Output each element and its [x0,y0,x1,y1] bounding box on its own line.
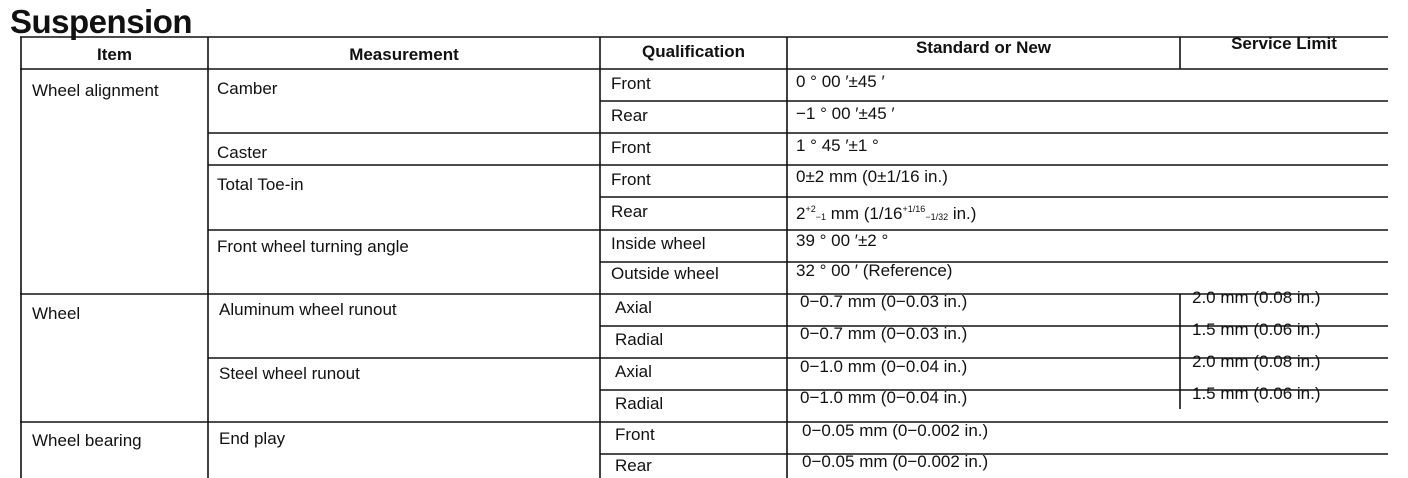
rear-toe-sup2: +1/16 [902,204,926,214]
qualification-cell: Radial [615,330,664,349]
qualification-cell: Front [611,74,651,93]
measurement-camber: Camber [217,79,278,98]
standard-cell: 0−1.0 mm (0−0.04 in.) [800,388,968,407]
header-qualification: Qualification [642,42,745,61]
standard-cell: 0−0.05 mm (0−0.002 in.) [802,421,989,440]
table-grid [20,36,1388,478]
measurement-turning-angle: Front wheel turning angle [217,237,409,256]
rear-toe-sub: −1 [815,212,826,222]
standard-cell: 0−0.05 mm (0−0.002 in.) [802,452,989,471]
qualification-cell: Rear [611,106,648,125]
standard-cell: 0−1.0 mm (0−0.04 in.) [800,357,968,376]
qualification-cell: Inside wheel [611,234,706,253]
rear-toe-mid: mm (1/16 [826,204,903,223]
header-standard: Standard or New [915,38,1052,57]
standard-cell: 0 ° 00 ′±45 ′ [796,72,885,91]
page-title: Suspension [10,3,193,40]
item-wheel-bearing: Wheel bearing [32,431,142,450]
standard-cell: 1 ° 45 ′±1 ° [796,136,879,155]
measurement-alu-runout: Aluminum wheel runout [219,300,397,319]
header-service-limit: Service Limit [1231,34,1337,53]
service-limit-cell: 1.5 mm (0.06 in.) [1192,384,1321,403]
standard-cell: 32 ° 00 ′ (Reference) [796,261,953,280]
measurement-caster: Caster [217,143,268,162]
spec-table [20,36,1388,478]
header-measurement: Measurement [349,45,459,64]
qualification-cell: Outside wheel [611,264,719,283]
qualification-cell: Rear [611,202,648,221]
rear-toe-end: in.) [948,204,977,223]
measurement-end-play: End play [219,429,286,448]
measurement-toe-in: Total Toe-in [217,175,304,194]
standard-cell-rear-toe [796,199,976,227]
standard-cell: 0−0.7 mm (0−0.03 in.) [800,292,968,311]
qualification-cell: Front [611,138,651,157]
standard-cell: 39 ° 00 ′±2 ° [796,231,889,250]
qualification-cell: Axial [615,298,652,317]
qualification-cell: Rear [615,456,652,475]
measurement-steel-runout: Steel wheel runout [219,364,360,383]
rear-toe-sub2: −1/32 [925,212,949,222]
rear-toe-base: 2 [796,204,806,223]
qualification-cell: Front [611,170,651,189]
rear-toe-sup: +2 [805,204,816,214]
standard-cell: −1 ° 00 ′±45 ′ [796,104,895,123]
qualification-cell: Radial [615,394,664,413]
standard-cell: 0±2 mm (0±1/16 in.) [796,167,948,186]
service-limit-cell: 2.0 mm (0.08 in.) [1192,352,1321,371]
qualification-cell: Axial [615,362,652,381]
qualification-cell: Front [615,425,655,444]
service-limit-cell: 1.5 mm (0.06 in.) [1192,320,1321,339]
header-item: Item [97,45,132,64]
item-wheel: Wheel [32,304,81,323]
standard-cell: 0−0.7 mm (0−0.03 in.) [800,324,968,343]
service-limit-cell: 2.0 mm (0.08 in.) [1192,288,1321,307]
item-wheel-alignment: Wheel alignment [32,81,159,100]
